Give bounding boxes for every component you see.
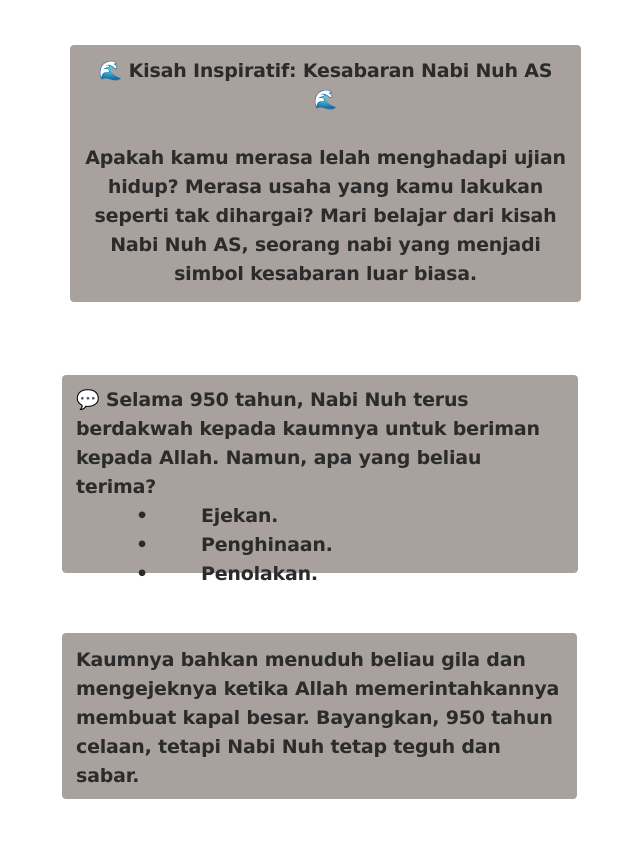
speech-bubble-icon: 💬 xyxy=(76,389,100,411)
list-item: • Ejekan. xyxy=(76,502,566,531)
intro-title: 🌊 Kisah Inspiratif: Kesabaran Nabi Nuh AS xyxy=(98,60,553,82)
intro-card xyxy=(70,45,581,302)
dakwah-paragraph xyxy=(76,386,566,502)
mockery-card xyxy=(62,633,577,799)
dakwah-text: Selama 950 tahun, Nabi Nuh terus berdakwah kepada kaumnya untuk beriman kepada Allah. Namun, apa yang beliau terima? xyxy=(76,389,540,498)
list-item: • Penolakan. xyxy=(76,560,566,589)
list-item: • Penghinaan. xyxy=(76,531,566,560)
spacer xyxy=(82,115,569,144)
intro-paragraph: Apakah kamu merasa lelah menghadapi ujian hidup? Merasa usaha yang kamu lakukan seperti tak dihargai? Mari belajar dari kisah Nabi Nuh AS, seorang nabi yang menjadi simbol kesabaran luar biasa. xyxy=(85,147,566,285)
mockery-paragraph: Kaumnya bahkan menuduh beliau gila dan mengejeknya ketika Allah memerintahkannya membuat kapal besar. Bayangkan, 950 tahun celaan, tetapi Nabi Nuh tetap teguh dan sabar. xyxy=(76,649,560,787)
water-wave-icon: 🌊 xyxy=(313,89,338,111)
dakwah-card xyxy=(62,375,578,585)
response-list xyxy=(76,502,566,589)
